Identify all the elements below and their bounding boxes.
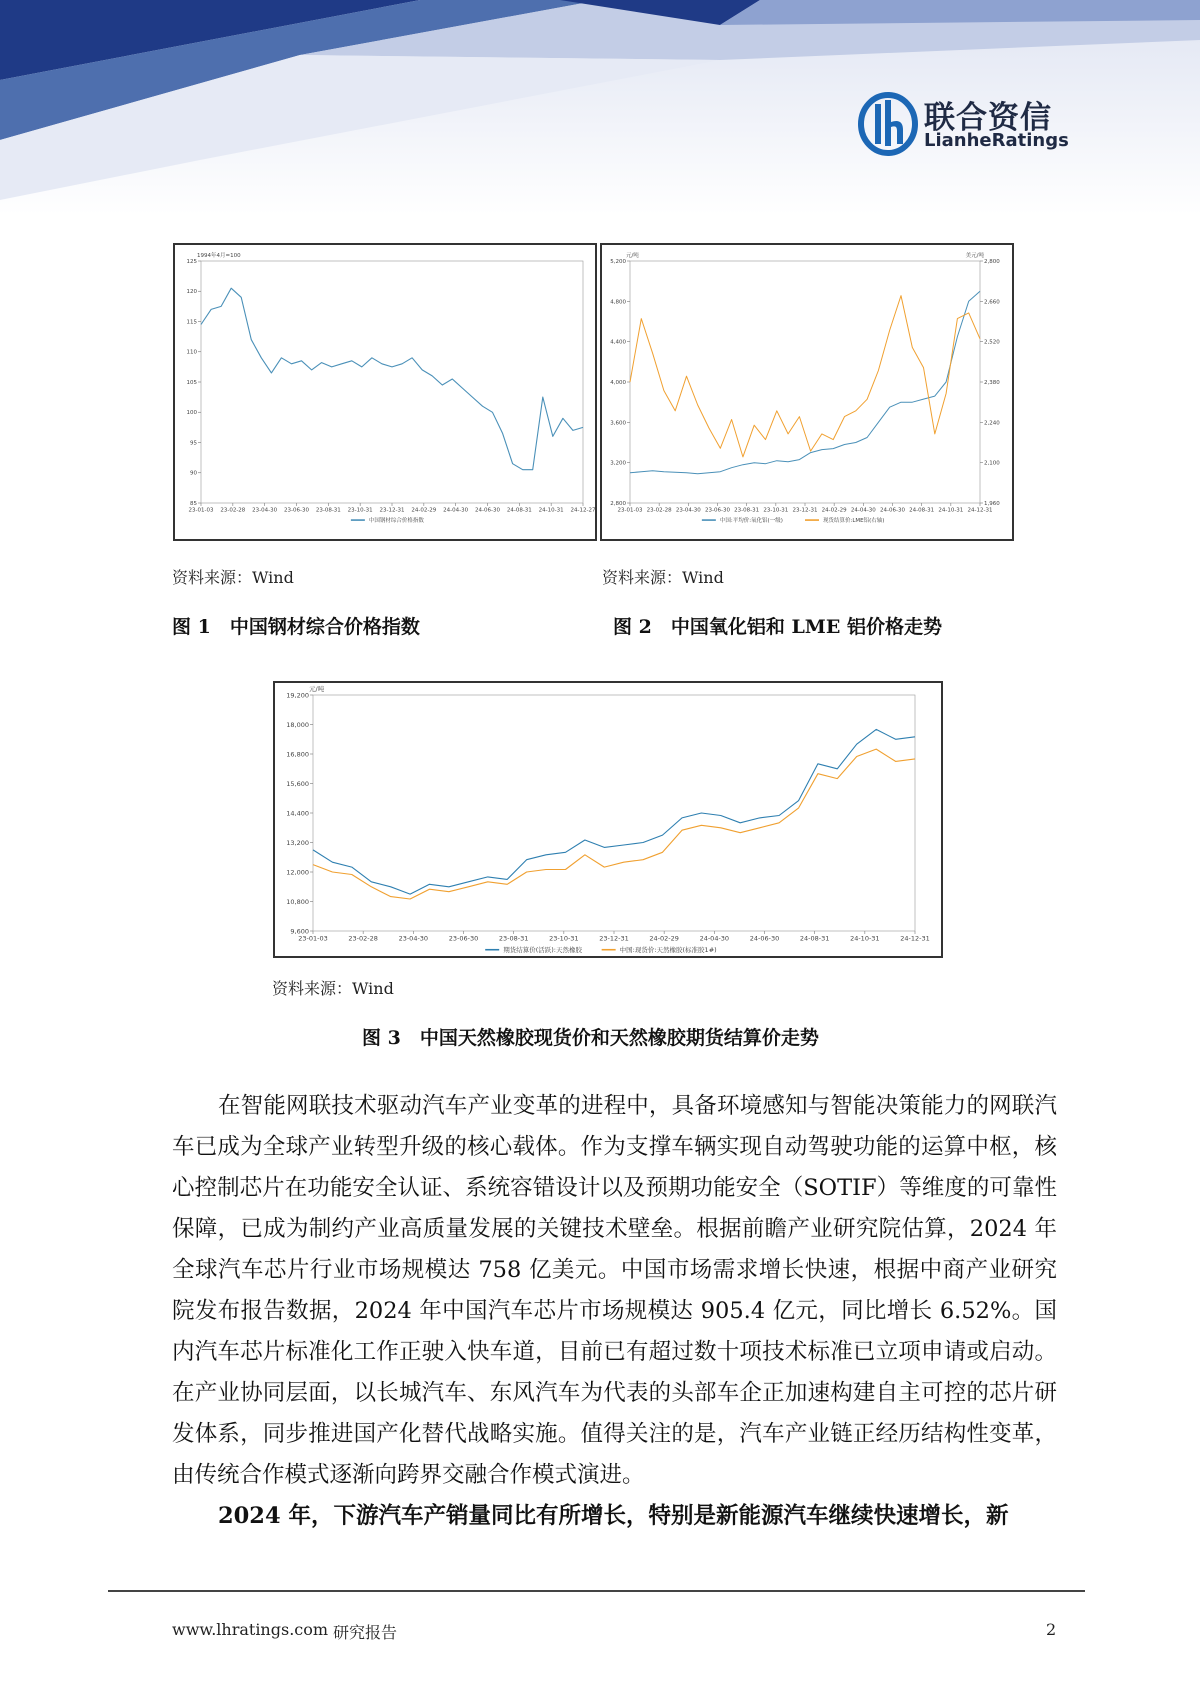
paragraph-2: 2024 年，下游汽车产销量同比有所增长，特别是新能源汽车继续快速增长，新 — [218, 1503, 1009, 1529]
y-tick-label: 90 — [190, 470, 197, 477]
y-tick-label: 14,400 — [286, 809, 309, 818]
legend-label-1: 现货结算价:LME铝(右轴) — [823, 518, 885, 524]
footer-website: www.lhratings.com — [172, 1620, 329, 1639]
series-line-1 — [630, 296, 980, 457]
x-tick-label: 23-10-31 — [347, 507, 373, 514]
logo-chinese: 联合资信 — [924, 100, 1052, 136]
steel-price-chart — [175, 245, 595, 539]
x-tick-label: 23-08-31 — [315, 507, 341, 514]
y2-tick-label: 2,800 — [984, 258, 1000, 265]
x-tick-label: 24-12-31 — [900, 934, 930, 943]
series-line-0 — [313, 729, 915, 894]
x-tick-label: 23-12-31 — [379, 507, 405, 514]
x-tick-label: 24-08-31 — [799, 934, 830, 943]
x-tick-label: 23-01-03 — [188, 507, 214, 514]
y-tick-label: 110 — [186, 349, 197, 356]
y-tick-label: 4,000 — [610, 379, 626, 386]
footer-doc-type: 研究报告 — [333, 1623, 398, 1642]
page-number: 2 — [1046, 1620, 1057, 1639]
legend-label-0: 中国钢材综合价格指数 — [368, 518, 424, 524]
logo-english: LianheRatings — [924, 130, 1069, 151]
y-tick-label: 95 — [190, 440, 197, 447]
x-tick-label: 24-12-27 — [570, 507, 595, 514]
y-tick-label: 18,000 — [286, 720, 309, 729]
y-tick-label: 120 — [186, 289, 197, 296]
x-tick-label: 23-02-28 — [348, 934, 378, 943]
x-tick-label: 23-10-31 — [763, 507, 789, 514]
series-line-0 — [630, 291, 980, 474]
y-tick-label: 3,200 — [610, 460, 626, 467]
y2-tick-label: 2,240 — [984, 420, 1000, 427]
plot-area — [630, 261, 980, 503]
figure-1-caption: 图 1 中国钢材综合价格指数 — [172, 616, 420, 638]
y-tick-label: 4,800 — [610, 299, 626, 306]
alumina-aluminum-chart — [602, 245, 1012, 539]
y-tick-label: 4,400 — [610, 339, 626, 346]
y-tick-label: 2,800 — [610, 500, 626, 507]
x-tick-label: 23-08-31 — [734, 507, 760, 514]
x-tick-label: 24-12-31 — [967, 507, 993, 514]
series-line-0 — [201, 288, 583, 470]
y-tick-label: 19,200 — [286, 691, 309, 700]
figure-2-chart — [600, 243, 1014, 541]
figure-2-source: 资料来源：Wind — [602, 568, 724, 587]
footer-divider — [108, 1590, 1085, 1592]
y-tick-label: 125 — [186, 258, 197, 265]
paragraph-1: 在智能网联技术驱动汽车产业变革的进程中，具备环境感知与智能决策能力的网联汽车已成为全球产业转型升级的核心载体。作为支撑车辆实现自动驾驶功能的运算中枢，核心控制芯片在功能安全认证、系统容错设计以及预期功能安全（SOTIF）等维度的可靠性保障，已成为制约产业高质量发展的关键技术壁垒。根据前瞻产业研究院估算，2024 年全球汽车芯片行业市场规模达 758 亿美元。中国市场需求增长快速，根据中商产业研究院发布报告数据，2024 年中国汽车芯片市场规模达 905.4 亿元，同比增长 6.52%。国内汽车芯片标准化工作正驶入快车道，目前已有超过数十项技术标准已立项申请或启动。在产业协同层面，以长城汽车、东风汽车为代表的头部车企正加速构建自主可控的芯片研发体系，同步推进国产化替代战略实施。值得关注的是，汽车产业链正经历结构性变革，由传统合作模式逐渐向跨界交融合作模式演进。 — [172, 1093, 1057, 1488]
y2-tick-label: 2,520 — [984, 339, 1000, 346]
legend-label-1: 中国:现货价:天然橡胶(标准胶1#) — [619, 946, 717, 954]
x-tick-label: 24-10-31 — [850, 934, 880, 943]
x-tick-label: 24-02-29 — [411, 507, 437, 514]
y-tick-label: 16,800 — [286, 750, 309, 759]
y-tick-label: 3,600 — [610, 420, 626, 427]
y2-tick-label: 1,960 — [984, 500, 1000, 507]
x-tick-label: 23-08-31 — [498, 934, 529, 943]
x-tick-label: 23-01-03 — [298, 934, 328, 943]
x-tick-label: 24-08-31 — [909, 507, 935, 514]
body-text — [172, 1086, 1057, 1537]
x-tick-label: 23-04-30 — [675, 507, 701, 514]
x-tick-label: 24-02-29 — [649, 934, 679, 943]
y-tick-label: 115 — [186, 319, 197, 326]
figure-3-caption: 图 3 中国天然橡胶现货价和天然橡胶期货结算价走势 — [362, 1027, 819, 1049]
logo — [858, 90, 1068, 158]
y-tick-label: 9,600 — [290, 927, 309, 936]
y2-tick-label: 2,660 — [984, 299, 1000, 306]
x-tick-label: 24-06-30 — [749, 934, 780, 943]
y-tick-label: 13,200 — [286, 838, 309, 847]
x-tick-label: 24-08-31 — [506, 507, 532, 514]
y-axis-unit: 元/吨 — [626, 253, 639, 259]
rubber-price-chart — [275, 683, 941, 956]
y-tick-label: 105 — [186, 379, 197, 386]
x-tick-label: 24-04-30 — [699, 934, 730, 943]
x-tick-label: 23-06-30 — [448, 934, 479, 943]
figure-2-caption: 图 2 中国氧化铝和 LME 铝价格走势 — [613, 616, 942, 638]
y-tick-label: 100 — [186, 410, 197, 417]
x-tick-label: 24-04-30 — [443, 507, 469, 514]
x-tick-label: 24-10-31 — [938, 507, 964, 514]
y-tick-label: 5,200 — [610, 258, 626, 265]
series-line-1 — [313, 749, 915, 899]
x-tick-label: 24-02-29 — [821, 507, 847, 514]
x-tick-label: 23-06-30 — [284, 507, 309, 514]
y-axis-unit: 1994年4月=100 — [197, 253, 241, 259]
legend-label-0: 期货结算价(活跃):天然橡胶 — [503, 946, 582, 954]
plot-area — [313, 695, 915, 931]
x-tick-label: 24-04-30 — [850, 507, 876, 514]
x-tick-label: 23-02-28 — [646, 507, 672, 514]
y-tick-label: 10,800 — [286, 897, 309, 906]
x-tick-label: 24-06-30 — [475, 507, 500, 514]
y2-tick-label: 2,380 — [984, 379, 1000, 386]
y-tick-label: 15,600 — [286, 779, 309, 788]
x-tick-label: 23-10-31 — [549, 934, 579, 943]
figure-1-source: 资料来源：Wind — [172, 568, 294, 587]
x-tick-label: 23-01-03 — [617, 507, 643, 514]
x-tick-label: 23-04-30 — [252, 507, 278, 514]
y-axis-unit: 元/吨 — [309, 685, 325, 693]
y-tick-label: 12,000 — [286, 868, 309, 877]
x-tick-label: 24-06-30 — [880, 507, 905, 514]
y2-tick-label: 2,100 — [984, 460, 1000, 467]
x-tick-label: 24-10-31 — [538, 507, 564, 514]
x-tick-label: 23-02-28 — [220, 507, 246, 514]
figure-3-chart — [273, 681, 943, 958]
plot-area — [201, 261, 583, 503]
x-tick-label: 23-12-31 — [599, 934, 629, 943]
y-tick-label: 85 — [190, 500, 197, 507]
logo-mark-icon — [858, 92, 918, 156]
x-tick-label: 23-12-31 — [792, 507, 818, 514]
figure-3-source: 资料来源：Wind — [272, 979, 394, 998]
legend-label-0: 中国:平均价:氧化铝(一级) — [719, 518, 783, 524]
y2-axis-unit: 美元/吨 — [965, 253, 984, 259]
x-tick-label: 23-04-30 — [398, 934, 429, 943]
x-tick-label: 23-06-30 — [705, 507, 730, 514]
figure-1-chart — [173, 243, 597, 541]
